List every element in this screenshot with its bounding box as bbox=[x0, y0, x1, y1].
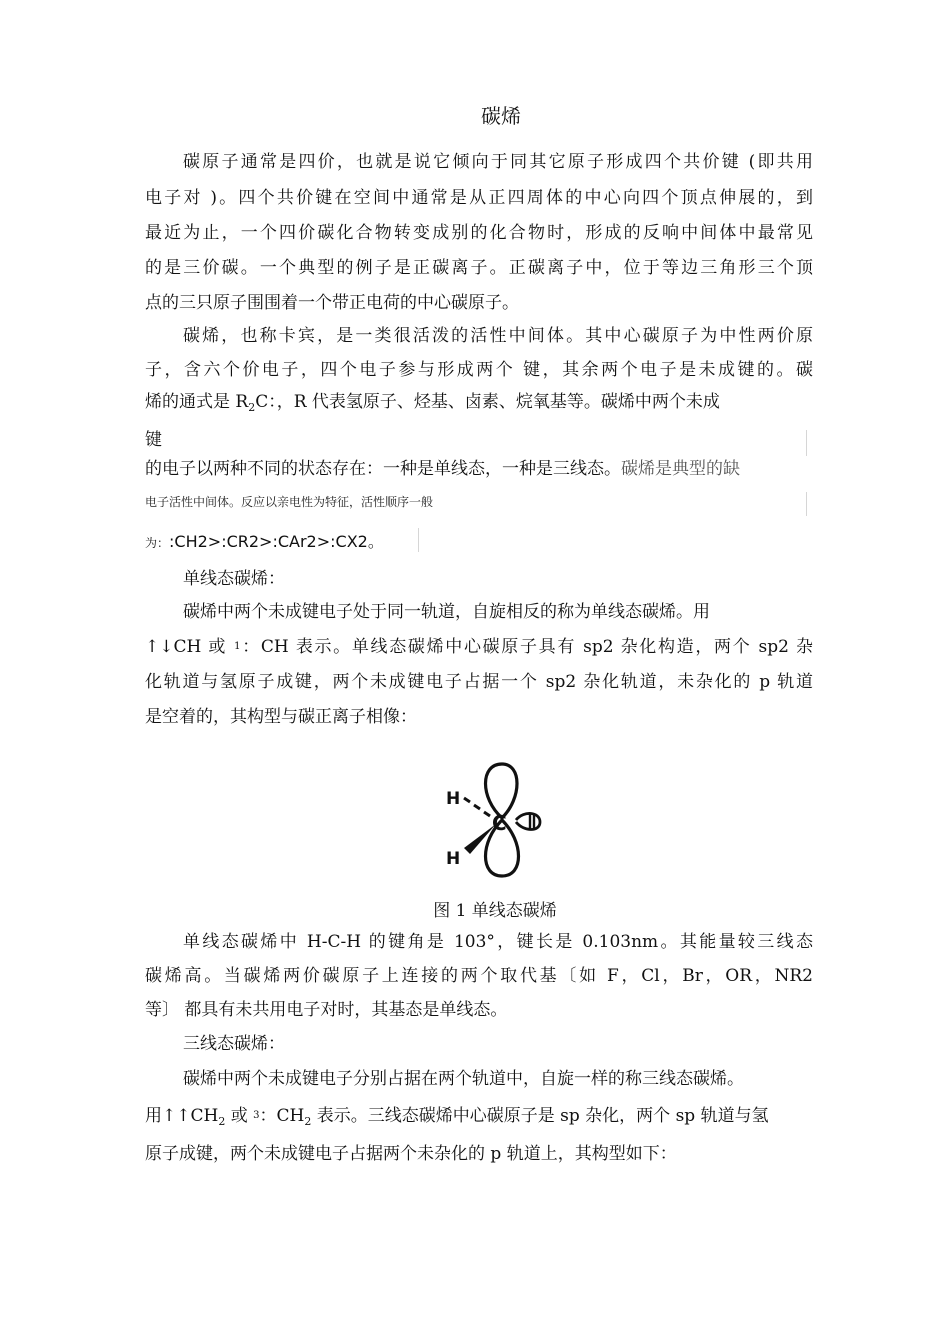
paragraph-1-line-4: 的是三价碳。一个典型的例子是正碳离子。正碳离子中，位于等边三角形三个顶 bbox=[145, 258, 813, 278]
paragraph-2-line-4: 键 bbox=[145, 430, 162, 450]
upper-p-lobe bbox=[486, 764, 518, 818]
triplet-superscript: 3 bbox=[253, 1110, 260, 1121]
paragraph-2-line-7 bbox=[145, 530, 813, 555]
state-sentence: 的电子以两种不同的状态存在：一种是单线态，一种是三线态。 bbox=[145, 459, 621, 479]
electron-deficient-fragment: 碳烯是典型的缺 bbox=[621, 459, 740, 479]
text-box-edge bbox=[806, 430, 807, 456]
triplet-symbol-b: 或 bbox=[225, 1106, 254, 1126]
paragraph-4-line-2: 碳烯高。当碳烯两价碳原子上连接的两个取代基〔如 F，Cl，Br，OR，NR2 bbox=[145, 966, 813, 986]
paragraph-4-line-1: 单线态碳烯中 H-C-H 的键角是 103°，键长是 0.103nm。其能量较三线态 bbox=[183, 932, 813, 952]
triplet-subscript-1: 2 bbox=[218, 1115, 226, 1128]
order-period: 。 bbox=[367, 532, 384, 551]
paragraph-3-line-2 bbox=[145, 635, 813, 659]
carbon-label: C bbox=[492, 811, 507, 835]
paragraph-3-line-1: 碳烯中两个未成键电子处于同一轨道，自旋相反的称为单线态碳烯。用 bbox=[183, 602, 710, 622]
text-box-edge bbox=[806, 492, 807, 516]
triplet-subscript-2: 2 bbox=[304, 1115, 312, 1128]
paragraph-1-line-3: 最近为止，一个四价碳化合物转变成别的化合物时，形成的反响中间体中最常见 bbox=[145, 223, 813, 243]
dashed-bond bbox=[464, 798, 490, 816]
formula-prefix: 烯的通式是 R bbox=[145, 392, 249, 412]
paragraph-3-line-4: 是空着的，其构型与碳正离子相像： bbox=[145, 707, 417, 727]
paragraph-5-line-2 bbox=[145, 1104, 813, 1128]
symbol-text-b: ：CH 表示。单线态碳烯中心碳原子具有 sp2 杂化构造，两个 sp2 杂 bbox=[240, 637, 813, 657]
paragraph-1-line-2: 电子对 )。四个共价键在空间中通常是从正四周体的中心向四个顶点伸展的，到 bbox=[145, 188, 813, 208]
symbol-superscript: 1 bbox=[234, 641, 241, 652]
order-prefix: 为： bbox=[145, 536, 170, 550]
page-title: 碳烯 bbox=[481, 104, 521, 128]
paragraph-2-line-2: 子，含六个价电子，四个电子参与形成两个 键，其余两个电子是未成键的。碳 bbox=[145, 360, 813, 380]
triplet-heading: 三线态碳烯： bbox=[183, 1034, 285, 1054]
symbol-text-a: ↑↓CH 或 bbox=[145, 637, 235, 657]
text-box-edge bbox=[418, 528, 419, 552]
singlet-heading: 单线态碳烯： bbox=[183, 569, 285, 589]
figure-caption: 图 1 单线态碳烯 bbox=[433, 901, 557, 921]
electron-pair-marks bbox=[530, 814, 534, 830]
reactivity-order: :CH2>:CR2>:CAr2>:CX2 bbox=[169, 532, 368, 551]
paragraph-3-line-3: 化轨道与氢原子成键，两个未成键电子占据一个 sp2 杂化轨道，未杂化的 p 轨道 bbox=[145, 672, 813, 692]
paragraph-2-line-5 bbox=[145, 457, 813, 481]
paragraph-1-line-1: 碳原子通常是四价，也就是说它倾向于同其它原子形成四个共价键 (即共用 bbox=[183, 152, 813, 172]
paragraph-5-line-1: 碳烯中两个未成键电子分别占据在两个轨道中，自旋一样的称三线态碳烯。 bbox=[183, 1069, 744, 1089]
hydrogen-label-bottom: H bbox=[446, 849, 461, 869]
formula-suffix: C：，R 代表氢原子、烃基、卤素、烷氧基等。碳烯中两个未成 bbox=[255, 392, 720, 412]
triplet-symbol-a: 用↑↑CH bbox=[145, 1106, 219, 1126]
paragraph-2-line-1: 碳烯，也称卡宾，是一类很活泼的活性中间体。其中心碳原子为中性两价原 bbox=[183, 326, 813, 346]
sp2-lone-pair-lobe bbox=[516, 813, 540, 829]
hydrogen-label-top: H bbox=[446, 789, 461, 809]
paragraph-4-line-3: 等〕 都具有未共用电子对时，其基态是单线态。 bbox=[145, 1000, 508, 1020]
singlet-carbene-figure bbox=[440, 758, 555, 878]
paragraph-2-line-3 bbox=[145, 390, 813, 414]
paragraph-5-line-3: 原子成键，两个未成键电子占据两个未杂化的 p 轨道上，其构型如下： bbox=[145, 1144, 677, 1164]
triplet-symbol-d: 表示。三线态碳烯中心碳原子是 sp 杂化，两个 sp 轨道与氢 bbox=[311, 1106, 769, 1126]
triplet-symbol-c: ：CH bbox=[259, 1106, 305, 1126]
paragraph-2-line-6: 电子活性中间体。反应以亲电性为特征，活性顺序一般 bbox=[145, 495, 434, 509]
formula-subscript: 2 bbox=[248, 401, 256, 414]
paragraph-1-line-5: 点的三只原子围围着一个带正电荷的中心碳原子。 bbox=[145, 293, 519, 313]
